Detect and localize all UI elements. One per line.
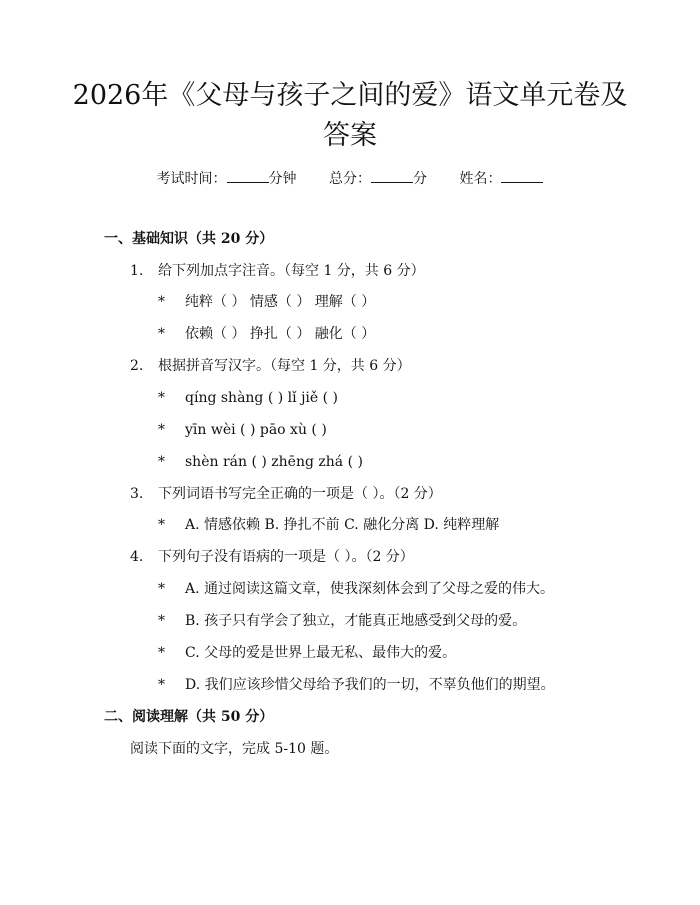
question-item: A. 通过阅读这篇文章，使我深刻体会到了父母之爱的伟大。	[185, 581, 555, 597]
question-text: 给下列加点字注音。（每空 1 分，共 6 分）	[158, 263, 425, 279]
bullet: *	[158, 613, 165, 629]
bullet: *	[158, 294, 165, 310]
exam-time-field	[157, 171, 297, 187]
bullet: *	[158, 422, 165, 438]
exam-time-label: 考试时间：	[156, 171, 227, 187]
question-text: 下列句子没有语病的一项是（ ）。（2 分）	[158, 549, 414, 565]
question-item: qíng shàng ( ) lǐ jiě ( )	[185, 390, 339, 406]
question-number: 4.	[130, 549, 144, 565]
total-score-field	[329, 171, 427, 187]
bullet: *	[158, 454, 165, 470]
question-item: yīn wèi ( ) pāo xù ( )	[185, 422, 327, 438]
question-number: 3.	[130, 486, 144, 502]
section-heading-reading: 二、阅读理解（共 50 分）	[104, 709, 274, 725]
question-item: 纯粹（ ） 情感（ ） 理解（ ）	[185, 294, 376, 310]
question-text: 下列词语书写完全正确的一项是（ ）。（2 分）	[158, 486, 442, 502]
question-number: 2.	[130, 358, 144, 374]
total-score-blank[interactable]	[371, 168, 413, 183]
exam-time-blank[interactable]	[227, 168, 269, 183]
bullet: *	[158, 645, 165, 661]
bullet: *	[158, 390, 165, 406]
question-item: B. 孩子只有学会了独立，才能真正地感受到父母的爱。	[185, 613, 527, 629]
question-item: 依赖（ ） 挣扎（ ） 融化（ ）	[185, 326, 376, 342]
question-number: 1.	[130, 263, 144, 279]
bullet: *	[158, 326, 165, 342]
question-item: A. 情感依赖 B. 挣扎不前 C. 融化分离 D. 纯粹理解	[185, 517, 500, 533]
exam-info-line	[0, 168, 700, 189]
total-score-label: 总分：	[329, 171, 371, 187]
bullet: *	[158, 581, 165, 597]
student-name-field	[459, 171, 543, 187]
total-score-unit: 分	[413, 171, 427, 187]
question-item: C. 父母的爱是世界上最无私、最伟大的爱。	[185, 645, 457, 661]
bullet: *	[158, 677, 165, 693]
question-text: 根据拼音写汉字。（每空 1 分，共 6 分）	[158, 358, 411, 374]
page-title: 2026年《父母与孩子之间的爱》语文单元卷及答案	[72, 80, 628, 151]
student-name-label: 姓名：	[459, 171, 502, 187]
question-item: shèn rán ( ) zhēng zhá ( )	[185, 454, 363, 470]
section-intro: 阅读下面的文字，完成 5-10 题。	[130, 741, 339, 757]
bullet: *	[158, 517, 165, 533]
section-heading-basics: 一、基础知识（共 20 分）	[104, 231, 274, 247]
exam-time-unit: 分钟	[268, 171, 297, 187]
student-name-blank[interactable]	[501, 168, 543, 183]
question-item: D. 我们应该珍惜父母给予我们的一切，不辜负他们的期望。	[185, 677, 555, 693]
